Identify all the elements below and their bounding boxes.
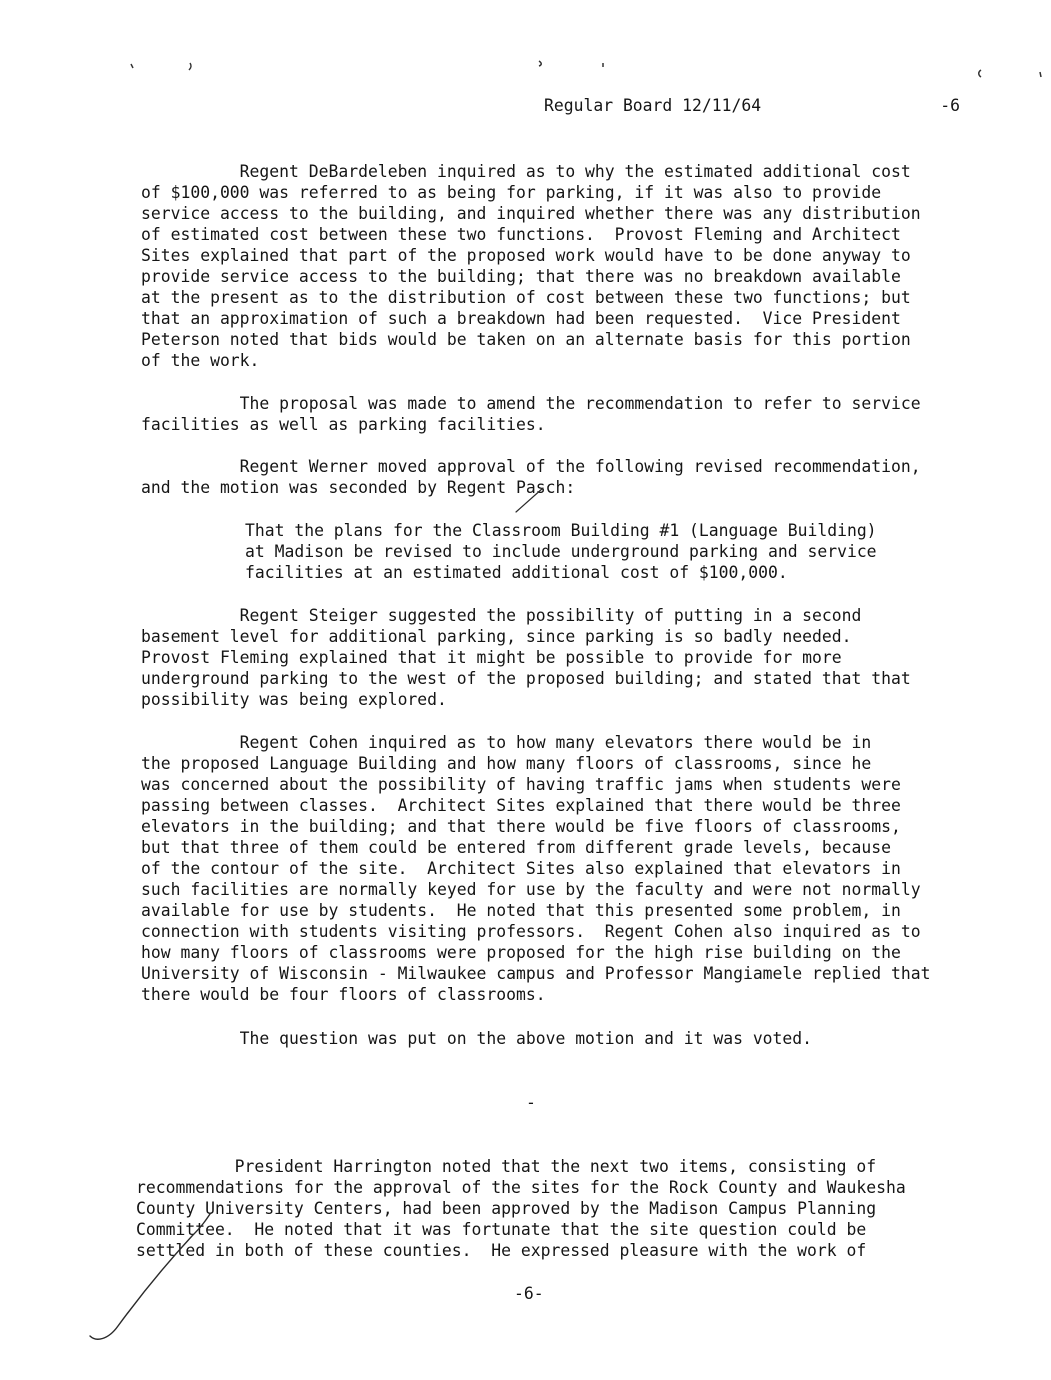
text-line: Provost Fleming explained that it might be possible to provide for more [141, 648, 842, 667]
text-line: Committee. He noted that it was fortunate that the site question could be [136, 1220, 867, 1239]
paragraph-amend-proposal [141, 393, 921, 435]
page-footer: -6- [514, 1284, 544, 1303]
text-line: Regent Werner moved approval of the following revised recommendation, [141, 457, 921, 476]
text-line: at Madison be revised to include underground parking and service [245, 542, 877, 561]
stray-mark [979, 70, 981, 77]
text-line: underground parking to the west of the proposed building; and stated that that [141, 669, 911, 688]
text-line: County University Centers, had been approved by the Madison Campus Planning [136, 1199, 877, 1218]
stray-mark [1040, 72, 1041, 77]
text-line: facilities as well as parking facilities. [141, 415, 546, 434]
text-line: possibility was being explored. [141, 690, 447, 709]
header-page-number: -6 [940, 96, 960, 115]
text-line: and the motion was seconded by Regent Pasch: [141, 478, 576, 497]
stray-mark [539, 61, 541, 66]
text-line: how many floors of classrooms were proposed for the high rise building on the [141, 943, 901, 962]
paragraph-parking-level [141, 605, 911, 710]
text-line: Peterson noted that bids would be taken on an alternate basis for this portion [141, 330, 911, 349]
page-header [544, 95, 960, 117]
text-line: Sites explained that part of the proposed work would have to be done anyway to [141, 246, 911, 265]
header-title: Regular Board 12/11/64 [544, 96, 762, 115]
text-line: passing between classes. Architect Sites explained that there would be three [141, 796, 901, 815]
text-line: facilities at an estimated additional cost of $100,000. [245, 563, 788, 582]
paragraph-motion [141, 456, 921, 498]
text-line: Regent DeBardeleben inquired as to why the estimated additional cost [141, 162, 911, 181]
text-line: but that three of them could be entered from different grade levels, because [141, 838, 891, 857]
text-line: Regent Steiger suggested the possibility of putting in a second [141, 606, 862, 625]
text-line: of the work. [141, 351, 260, 370]
text-line: that an approximation of such a breakdown had been requested. Vice President [141, 309, 901, 328]
section-separator: - [526, 1093, 536, 1112]
text-line: elevators in the building; and that there would be five floors of classrooms, [141, 817, 901, 836]
text-line: service access to the building, and inquired whether there was any distribution [141, 204, 921, 223]
text-line: University of Wisconsin - Milwaukee campus and Professor Mangiamele replied that [141, 964, 931, 983]
text-line: President Harrington noted that the next two items, consisting of [136, 1157, 877, 1176]
text-line: of $100,000 was referred to as being for parking, if it was also to provide [141, 183, 882, 202]
text-line: The proposal was made to amend the recommendation to refer to service [141, 394, 921, 413]
paragraph-site-approval [136, 1156, 906, 1261]
text-line: connection with students visiting professors. Regent Cohen also inquired as to [141, 922, 921, 941]
text-line: there would be four floors of classrooms. [141, 985, 546, 1004]
text-line: was concerned about the possibility of having traffic jams when students were [141, 775, 901, 794]
text-line: of estimated cost between these two functions. Provost Fleming and Architect [141, 225, 901, 244]
text-line: recommendations for the approval of the sites for the Rock County and Waukesha [136, 1178, 906, 1197]
stray-mark [189, 63, 191, 70]
text-line: of the contour of the site. Architect Sites also explained that elevators in [141, 859, 901, 878]
text-line: That the plans for the Classroom Building #1 (Language Building) [245, 521, 877, 540]
stray-mark [131, 64, 133, 68]
text-line: available for use by students. He noted that this presented some problem, in [141, 901, 901, 920]
paragraph-cost-inquiry [141, 161, 921, 371]
text-line: The question was put on the above motion and it was voted. [141, 1029, 813, 1048]
text-line: at the present as to the distribution of cost between these two functions; but [141, 288, 911, 307]
paragraph-resolution [245, 520, 877, 583]
text-line: basement level for additional parking, since parking is so badly needed. [141, 627, 852, 646]
text-line: provide service access to the building; that there was no breakdown available [141, 267, 901, 286]
paragraph-vote [141, 1028, 812, 1049]
paragraph-elevators [141, 732, 930, 1005]
text-line: Regent Cohen inquired as to how many elevators there would be in [141, 733, 872, 752]
text-line: such facilities are normally keyed for use by the faculty and were not normally [141, 880, 921, 899]
text-line: settled in both of these counties. He expressed pleasure with the work of [136, 1241, 867, 1260]
text-line: the proposed Language Building and how many floors of classrooms, since he [141, 754, 872, 773]
